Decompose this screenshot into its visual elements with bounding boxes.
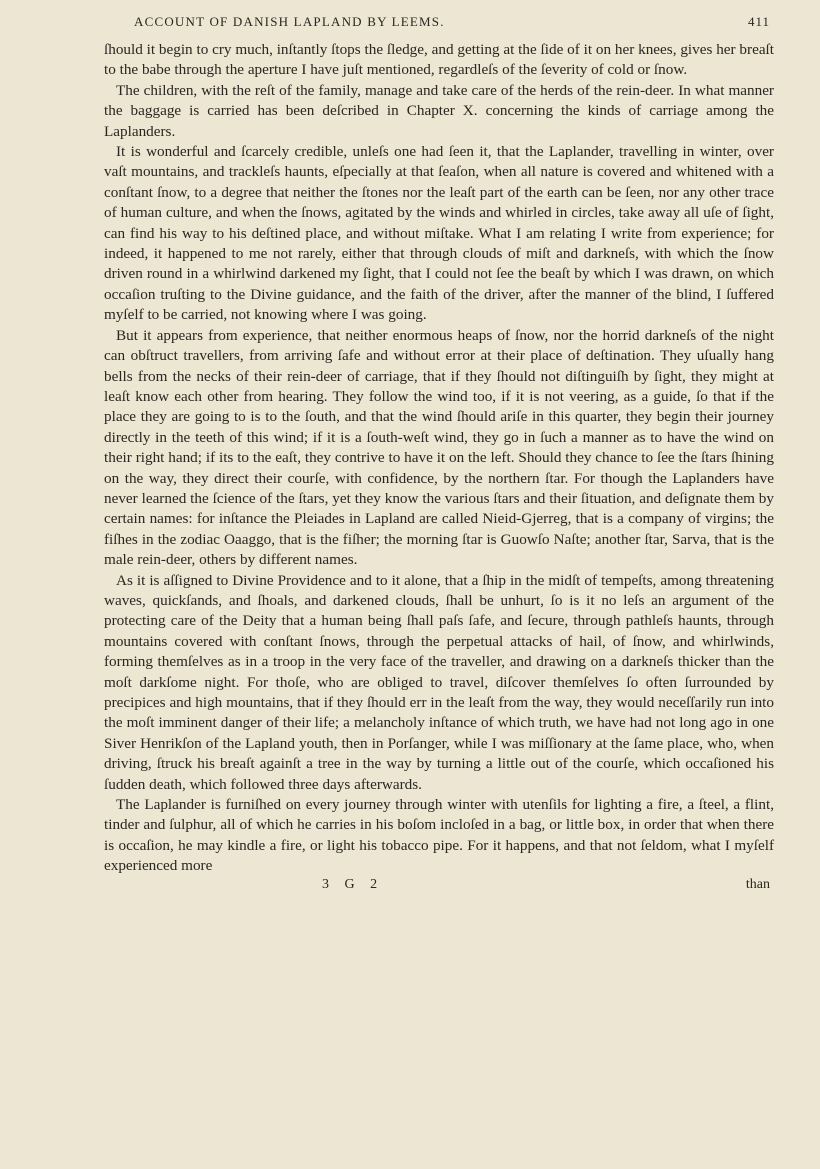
paragraph: It is wonderful and ſcarcely credible, unleſs one had ſeen it, that the Laplander, travelling in winter, over vaſt mountains, and trackleſs haunts, eſpecially at that ſeaſon, when all nature is covered and whitened with a conſtant ſnow, to a degree that neither the ſtones nor the leaſt part of the earth can be ſeen, nor any other trace of human culture, and when the ſnows, agitated by the winds and whirled in circles, take away all uſe of ſight, can find his way to his deſtined place, and without miſtake. What I am relating I write from experience; for indeed, it happened to me not rarely, either that through clouds of miſt and darkneſs, with which the ſnow driven round in a whirlwind darkened my ſight, that I could not ſee the beaſt by which I was drawn, on which occaſion truſting to the Divine guidance, and the faith of the driver, after the manner of the blind, I ſuffered myſelf to be carried, not knowing where I was going. bbox=[104, 143, 774, 324]
paragraph: ſhould it begin to cry much, inſtantly ſtops the ſledge, and getting at the ſide of it on her knees, gives her breaſt to the babe through the aperture I have juſt mentioned, regardleſs of the ſeverity of cold or ſnow. bbox=[104, 41, 774, 79]
signature-mark: 3 G 2 bbox=[322, 876, 384, 892]
paragraph: The Laplander is furniſhed on every journey through winter with utenſils for lighting a fire, a ſteel, a flint, tinder and ſulphur, all of which he carries in his boſom incloſed in a bag, or little box, in order that when there is occaſion, he may kindle a fire, or light his tobacco pipe. For it happens, and that not ſeldom, what I myſelf experienced more bbox=[104, 796, 774, 875]
paragraph: But it appears from experience, that neither enormous heaps of ſnow, nor the horrid darkneſs of the night can obſtruct travellers, from arriving ſafe and without error at their place of deſtination. They uſually hang bells from the necks of their rein-deer of carriage, that if they ſhould not diſtinguiſh by ſight, they might at leaſt know each other from hearing. They follow the wind too, if it is not veering, as a guide, ſo that if the place they are going to is to the ſouth, and that the wind ſhould ariſe in this quarter, they begin their journey directly in the teeth of this wind; if it is a ſouth-weſt wind, they go in ſuch a manner as to have the wind on their right hand; if its to the eaſt, they contrive to have it on the left. Should they chance to ſee the ſtars ſhining on the way, they direct their courſe, with confidence, by the northern ſtar. For though the Laplanders have never learned the ſcience of the ſtars, yet they know the various ſtars and their ſituation, and deſignate them by certain names: for inſtance the Pleiades in Lapland are called Nieid-Gjerreg, that is a company of virgins; the fiſhes in the zodiac Oaaggo, that is the fiſher; the morning ſtar is Guowſo Naſte; another ſtar, Sarva, that is the male rein-deer, others by different names. bbox=[104, 326, 774, 569]
running-title: ACCOUNT OF DANISH LAPLAND BY LEEMS. bbox=[134, 14, 445, 29]
catchword: than bbox=[745, 876, 770, 892]
paragraph: As it is aſſigned to Divine Providence and to it alone, that a ſhip in the midſt of tempeſts, among threatening waves, quickſands, and ſhoals, and darkened clouds, ſhall be unhurt, ſo is it no leſs an argument of the protecting care of the Deity that a human being ſhall paſs ſafe, and ſecure, through pathleſs haunts, through mountains covered with conſtant ſnows, through the perpetual attacks of hail, of ſnow, and whirlwinds, forming themſelves as in a troop in the very face of the traveller, and drawing on a darkneſs thicker than the moſt darkſome night. For thoſe, who are obliged to travel, diſcover themſelves ſo often ſurrounded by precipices and high mountains, that if they ſhould err in the leaſt from the way, they would neceſſarily run into the moſt imminent danger of their life; a melancholy inſtance of which truth, we have had not long ago in one Siver Henrikſon of the Lapland youth, then in Porſanger, while I was miſſionary at the ſame place, who, when driving, ſtruck his breaſt againſt a tree in the way by turning a little out of the courſe, which occaſioned his ſudden death, which followed three days afterwards. bbox=[104, 571, 774, 793]
page-body bbox=[104, 40, 774, 877]
page-footer bbox=[104, 877, 774, 895]
running-header bbox=[104, 14, 770, 30]
paragraph: The children, with the reſt of the family, manage and take care of the herds of the rein-deer. In what manner the baggage is carried has been deſcribed in Chapter X. concerning the kinds of carriage among the Laplanders. bbox=[104, 81, 774, 140]
page-number: 411 bbox=[747, 14, 770, 29]
